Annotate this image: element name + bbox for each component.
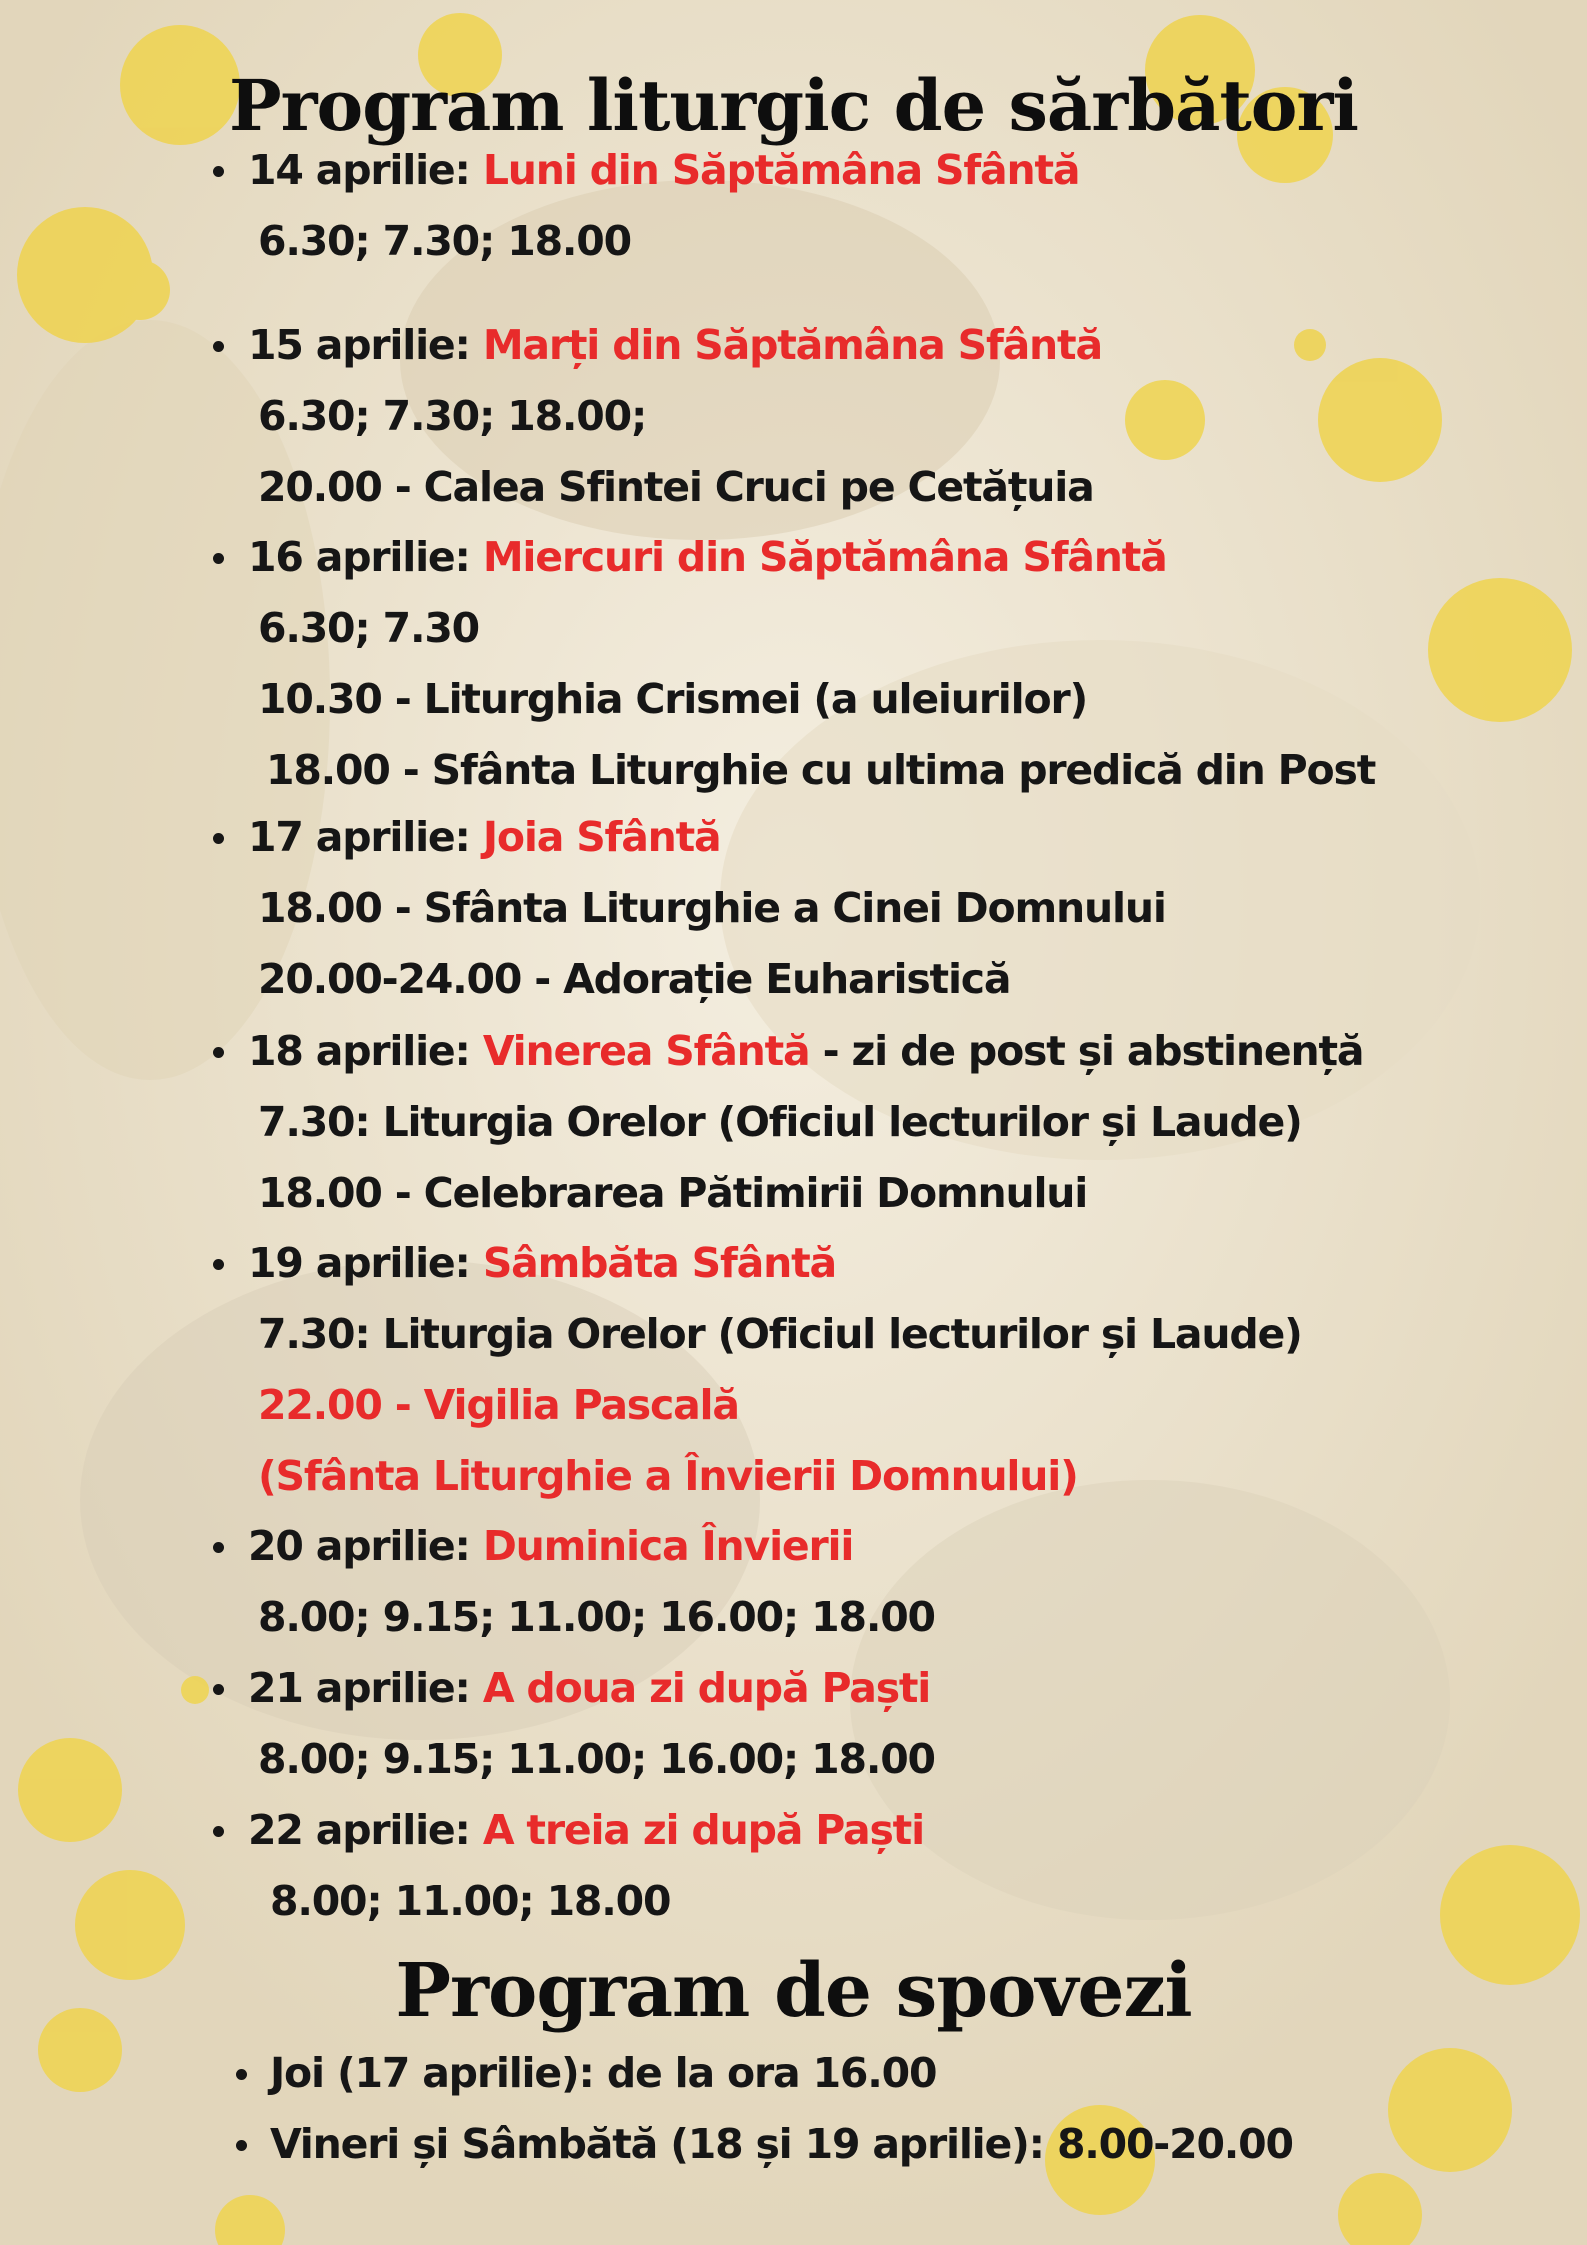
day-name: A doua zi după Paști [482, 1664, 931, 1712]
day-date: 18 aprilie: [248, 1027, 483, 1075]
confession-text: Vineri și Sâmbătă (18 și 19 aprilie): 8.00-20.00 [270, 2120, 1293, 2168]
schedule-time: 6.30; 7.30; 18.00; [258, 392, 647, 440]
schedule-time: 20.00 - Calea Sfintei Cruci pe Cetățuia [258, 463, 1094, 511]
schedule-time: 18.00 - Sfânta Liturghie a Cinei Domnului [258, 884, 1166, 932]
schedule-time: 8.00; 9.15; 11.00; 16.00; 18.00 [258, 1593, 935, 1641]
confession-text: Joi (17 aprilie): de la ora 16.00 [270, 2049, 937, 2097]
day-name: A treia zi după Paști [482, 1806, 924, 1854]
day-heading [248, 1026, 1363, 1076]
day-name: Marți din Săptămâna Sfântă [482, 321, 1102, 369]
day-note: - zi de post și abstinență [809, 1027, 1364, 1075]
day-name: Vinerea Sfântă [482, 1027, 810, 1075]
bullet-icon [210, 1256, 228, 1274]
day-name: Sâmbăta Sfântă [482, 1239, 836, 1287]
schedule-highlight: 22.00 - Vigilia Pascală [258, 1381, 739, 1429]
bullet-icon [210, 830, 228, 848]
day-name: Duminica Învierii [482, 1522, 854, 1570]
day-date: 21 aprilie: [248, 1664, 483, 1712]
day-heading [248, 1521, 853, 1571]
schedule-time: 8.00; 9.15; 11.00; 16.00; 18.00 [258, 1735, 935, 1783]
day-heading [248, 1238, 836, 1288]
bullet-icon [233, 2066, 251, 2084]
day-name: Luni din Săptămâna Sfântă [482, 146, 1080, 194]
bullet-icon [233, 2137, 251, 2155]
schedule-time: 6.30; 7.30 [258, 604, 479, 652]
schedule-time: 6.30; 7.30; 18.00 [258, 217, 631, 265]
day-heading [248, 145, 1079, 195]
day-heading [248, 812, 721, 862]
confession-item [270, 2048, 936, 2098]
day-date: 16 aprilie: [248, 533, 483, 581]
bullet-icon [210, 163, 228, 181]
bullet-icon [210, 1539, 228, 1557]
day-heading [248, 1663, 930, 1713]
day-heading [248, 532, 1167, 582]
day-name: Joia Sfântă [482, 813, 721, 861]
schedule-time: 8.00; 11.00; 18.00 [270, 1877, 671, 1925]
schedule-highlight: (Sfânta Liturghie a Învierii Domnului) [258, 1452, 1078, 1500]
schedule-time: 18.00 - Sfânta Liturghie cu ultima predică din Post [266, 746, 1376, 794]
schedule-time: 7.30: Liturgia Orelor (Oficiul lecturilor și Laude) [258, 1310, 1302, 1358]
day-date: 17 aprilie: [248, 813, 483, 861]
day-heading [248, 320, 1102, 370]
schedule-time: 20.00-24.00 - Adorație Euharistică [258, 955, 1011, 1003]
schedule-time: 18.00 - Celebrarea Pătimirii Domnului [258, 1169, 1088, 1217]
bullet-icon [210, 1823, 228, 1841]
day-name: Miercuri din Săptămâna Sfântă [482, 533, 1167, 581]
day-date: 14 aprilie: [248, 146, 483, 194]
day-date: 22 aprilie: [248, 1806, 483, 1854]
bullet-icon [210, 1681, 228, 1699]
confession-item [270, 2119, 1293, 2169]
page-title: Program liturgic de sărbători [229, 64, 1358, 147]
bullet-icon [210, 338, 228, 356]
schedule-time: 7.30: Liturgia Orelor (Oficiul lecturilor și Laude) [258, 1098, 1302, 1146]
day-heading [248, 1805, 924, 1855]
schedule-time: 10.30 - Liturghia Crismei (a uleiurilor) [258, 675, 1088, 723]
bullet-icon [210, 1044, 228, 1062]
day-date: 15 aprilie: [248, 321, 483, 369]
confession-title: Program de spovezi [395, 1948, 1192, 2034]
day-date: 20 aprilie: [248, 1522, 483, 1570]
day-date: 19 aprilie: [248, 1239, 483, 1287]
bullet-icon [210, 550, 228, 568]
